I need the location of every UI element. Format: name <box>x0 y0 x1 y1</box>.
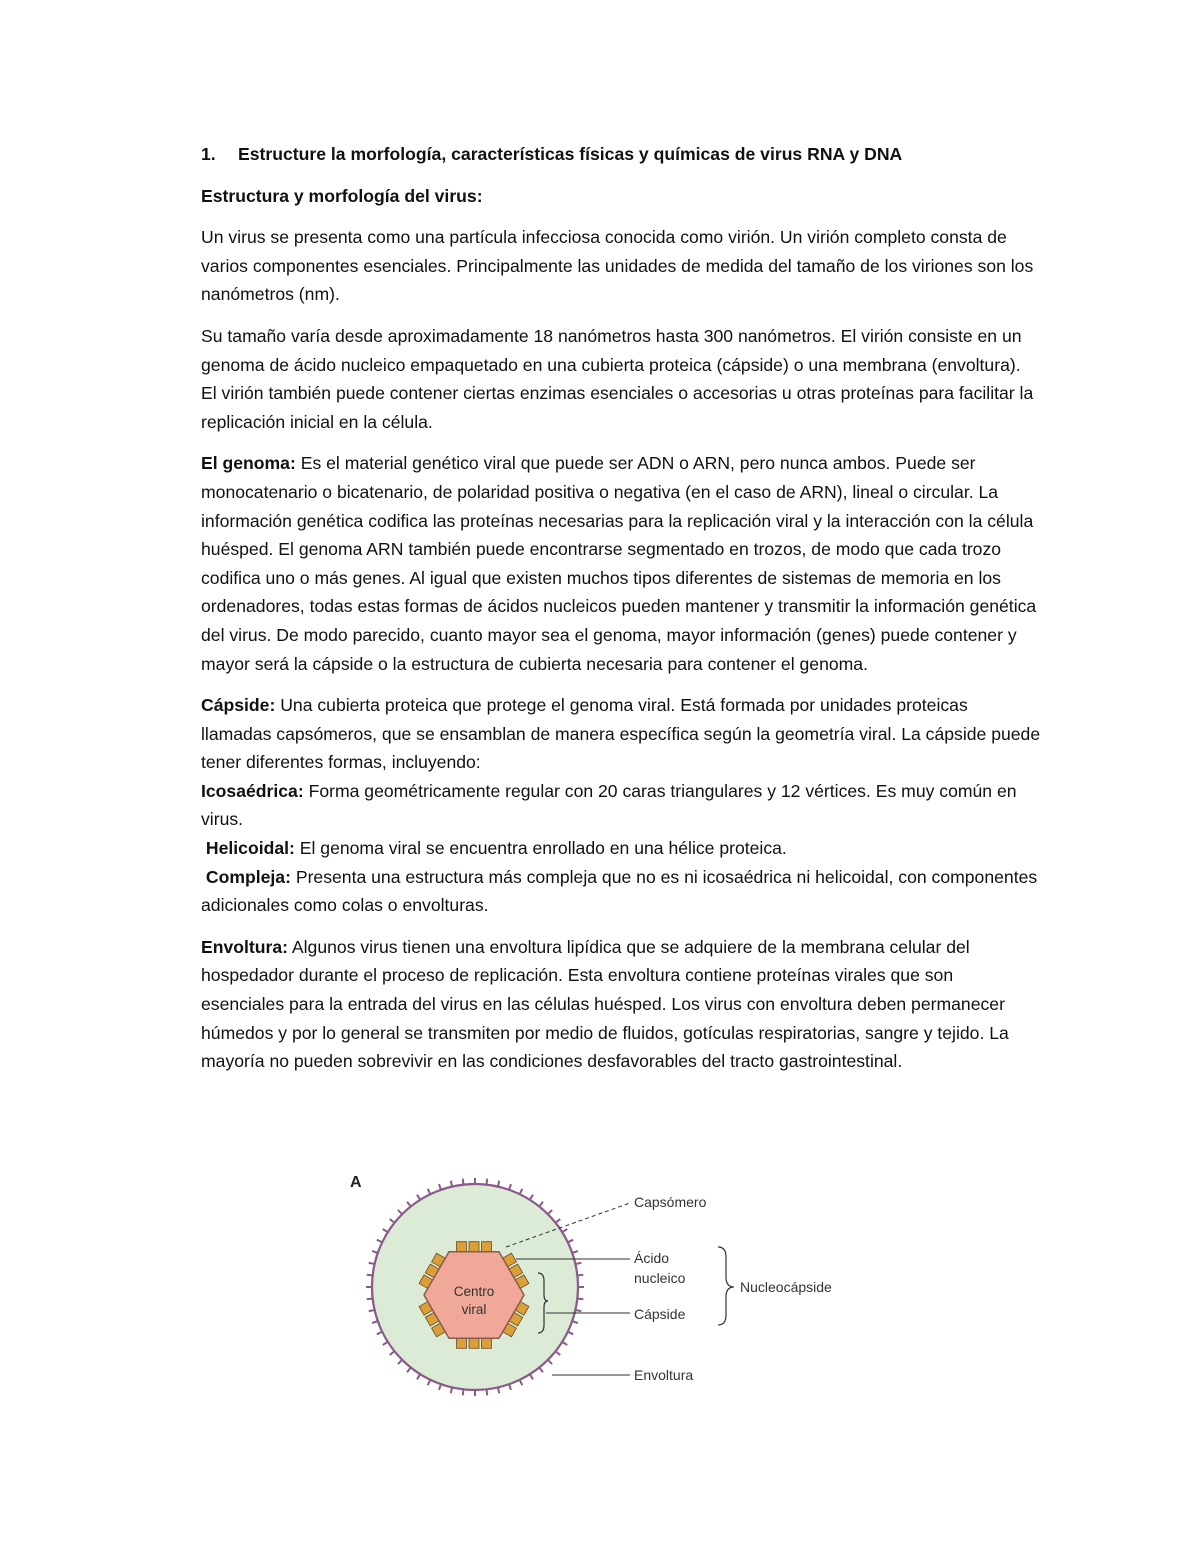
envelope-spike <box>398 1210 402 1214</box>
label-acido-line2: nucleico <box>634 1270 686 1286</box>
envelope-spike <box>487 1389 488 1395</box>
heading-number: 1. <box>201 144 216 164</box>
term-capside: Cápside: <box>201 695 276 716</box>
center-label-line2: viral <box>461 1302 487 1317</box>
subheading: Estructura y morfología del virus: <box>201 185 483 206</box>
envelope-spike <box>509 1384 511 1390</box>
envelope-spike <box>572 1251 578 1253</box>
term-helicoidal: Helicoidal: <box>205 838 295 859</box>
envelope-spike <box>428 1380 431 1385</box>
envelope-spike <box>407 1368 411 1373</box>
virus-diagram <box>340 1165 860 1405</box>
term-compleja: Compleja: <box>205 866 291 887</box>
paragraph-intro-2: Su tamaño varía desde aproximadamente 18 nanómetros hasta 300 nanómetros. El virión consiste en un genoma de ácido nucleico empaquetado en una cubierta proteica (cápside) o una membrana (envoltura). El virión también puede contener ciertas enzimas esenciales o accesorias u otras proteínas para facilitar la replicación inicial en la célula. <box>201 325 1034 432</box>
term-icosaedrica: Icosaédrica: <box>201 780 304 801</box>
envelope-spike <box>398 1360 402 1364</box>
text-compleja: Presenta una estructura más compleja que no es ni icosaédrica ni helicoidal, con componentes adicionales como colas o envolturas. <box>201 866 1038 916</box>
envelope-spike <box>548 1360 552 1364</box>
envelope-spike <box>520 1189 523 1194</box>
envelope-spike <box>539 1368 543 1373</box>
envelope-spike <box>577 1299 583 1300</box>
envelope-spike <box>390 1351 395 1355</box>
panel-letter: A <box>350 1174 362 1191</box>
paragraph-icosaedrica <box>201 777 1041 834</box>
capsomere <box>457 1338 467 1348</box>
document-body <box>201 140 1041 1089</box>
envelope-spike <box>548 1210 552 1214</box>
envelope-spike <box>568 1332 573 1335</box>
envelope-spike <box>372 1251 378 1253</box>
envelope-spike <box>562 1229 567 1232</box>
paragraph-genoma <box>201 449 1041 678</box>
capsomere <box>482 1242 492 1252</box>
envelope-spike <box>428 1189 431 1194</box>
envelope-spike <box>487 1179 488 1185</box>
envelope-spike <box>451 1181 452 1187</box>
envelope-spike <box>530 1374 533 1379</box>
capsomere <box>469 1242 479 1252</box>
envelope-spike <box>439 1184 441 1190</box>
term-envoltura: Envoltura: <box>201 936 288 957</box>
heading-text: Estructure la morfología, características físicas y químicas de virus RNA y DNA <box>238 144 903 164</box>
envelope-spike <box>509 1184 511 1190</box>
envelope-spike <box>575 1310 581 1311</box>
envelope-spike <box>530 1195 533 1200</box>
envelope-spike <box>372 1321 378 1323</box>
text-envoltura: Algunos virus tienen una envoltura lipídica que se adquiere de la membrana celular del hospedador durante el proceso de replicación. Esta envoltura contiene proteínas virales que son esenciales para la entrada del virus en las células huésped. Los virus con envoltura deben permanecer húmedos y por lo general se transmiten por medio de fluidos, gotículas respiratorias, sangre y tejido. La mayoría no pueden sobrevivir en las condiciones desfavorables del tracto gastrointestinal. <box>201 936 1009 1072</box>
envelope-spike <box>417 1374 420 1379</box>
envelope-spike <box>369 1310 375 1311</box>
envelope-spike <box>575 1263 581 1264</box>
paragraph-compleja <box>201 863 1041 920</box>
envelope-spike <box>463 1389 464 1395</box>
envelope-spike <box>498 1181 499 1187</box>
envelope-spike <box>556 1219 561 1223</box>
paragraph-helicoidal <box>201 834 1041 863</box>
envelope-spike <box>417 1195 420 1200</box>
envelope-spike <box>383 1342 388 1345</box>
envelope-spike <box>498 1387 499 1393</box>
text-helicoidal: El genoma viral se encuentra enrollado en una hélice proteica. <box>294 838 787 859</box>
capsomere <box>469 1338 479 1348</box>
envelope-spike <box>520 1380 523 1385</box>
capsomere <box>482 1338 492 1348</box>
label-capsomero: Capsómero <box>634 1194 707 1210</box>
paragraph-envoltura <box>201 933 1041 1076</box>
text-capside: Una cubierta proteica que protege el genoma viral. Está formada por unidades proteicas llamadas capsómeros, que se ensamblan de manera específica según la geometría viral. La cápside puede tener diferentes formas, incluyendo: <box>201 695 1041 773</box>
virus-structure-figure <box>340 1165 860 1405</box>
envelope-spike <box>377 1332 382 1335</box>
section-heading <box>201 140 1041 169</box>
envelope-spike <box>568 1240 573 1243</box>
nucleocapside-bracket <box>718 1247 734 1325</box>
envelope-spike <box>367 1299 373 1300</box>
center-label-line1: Centro <box>453 1284 495 1299</box>
envelope-spike <box>572 1321 578 1323</box>
paragraph-intro-1: Un virus se presenta como una partícula infecciosa conocida como virión. Un virión completo consta de varios componentes esenciales. Principalmente las unidades de medida del tamaño de los viriones son los nanómetros (nm). <box>201 227 1034 305</box>
text-icosaedrica: Forma geométricamente regular con 20 caras triangulares y 12 vértices. Es muy común en virus. <box>201 780 1017 830</box>
envelope-spike <box>562 1342 567 1345</box>
envelope-spike <box>369 1263 375 1264</box>
envelope-spike <box>390 1219 395 1223</box>
label-acido-line1: Ácido <box>634 1250 670 1266</box>
envelope-spike <box>463 1179 464 1185</box>
envelope-spike <box>556 1351 561 1355</box>
label-capside: Cápside <box>634 1306 686 1322</box>
term-genoma: El genoma: <box>201 453 296 474</box>
envelope-spike <box>367 1275 373 1276</box>
envelope-spike <box>439 1384 441 1390</box>
envelope-spike <box>377 1240 382 1243</box>
envelope-spike <box>577 1275 583 1276</box>
envelope-spike <box>539 1202 543 1207</box>
envelope-spike <box>407 1202 411 1207</box>
envelope-spike <box>383 1229 388 1232</box>
label-nucleocapside: Nucleocápside <box>740 1279 832 1295</box>
envelope-spike <box>451 1387 452 1393</box>
paragraph-capside <box>201 691 1041 777</box>
text-genoma: Es el material genético viral que puede ser ADN o ARN, pero nunca ambos. Puede ser monocatenario o bicatenario, de polaridad positiva o negativa (en el caso de ARN), lineal o circular. La información genética codifica las proteínas necesarias para la replicación viral y la interacción con la célula huésped. El genoma ARN también puede encontrarse segmentado en trozos, de modo que cada trozo codifica uno o más genes. Al igual que existen muchos tipos diferentes de sistemas de memoria en los ordenadores, todas estas formas de ácidos nucleicos pueden mantener y transmitir la información genética del virus. De modo parecido, cuanto mayor sea el genoma, mayor información (genes) puede contener y mayor será la cápside o la estructura de cubierta necesaria para contener el genoma. <box>201 453 1037 674</box>
capsomere <box>457 1242 467 1252</box>
label-envoltura: Envoltura <box>634 1367 694 1383</box>
